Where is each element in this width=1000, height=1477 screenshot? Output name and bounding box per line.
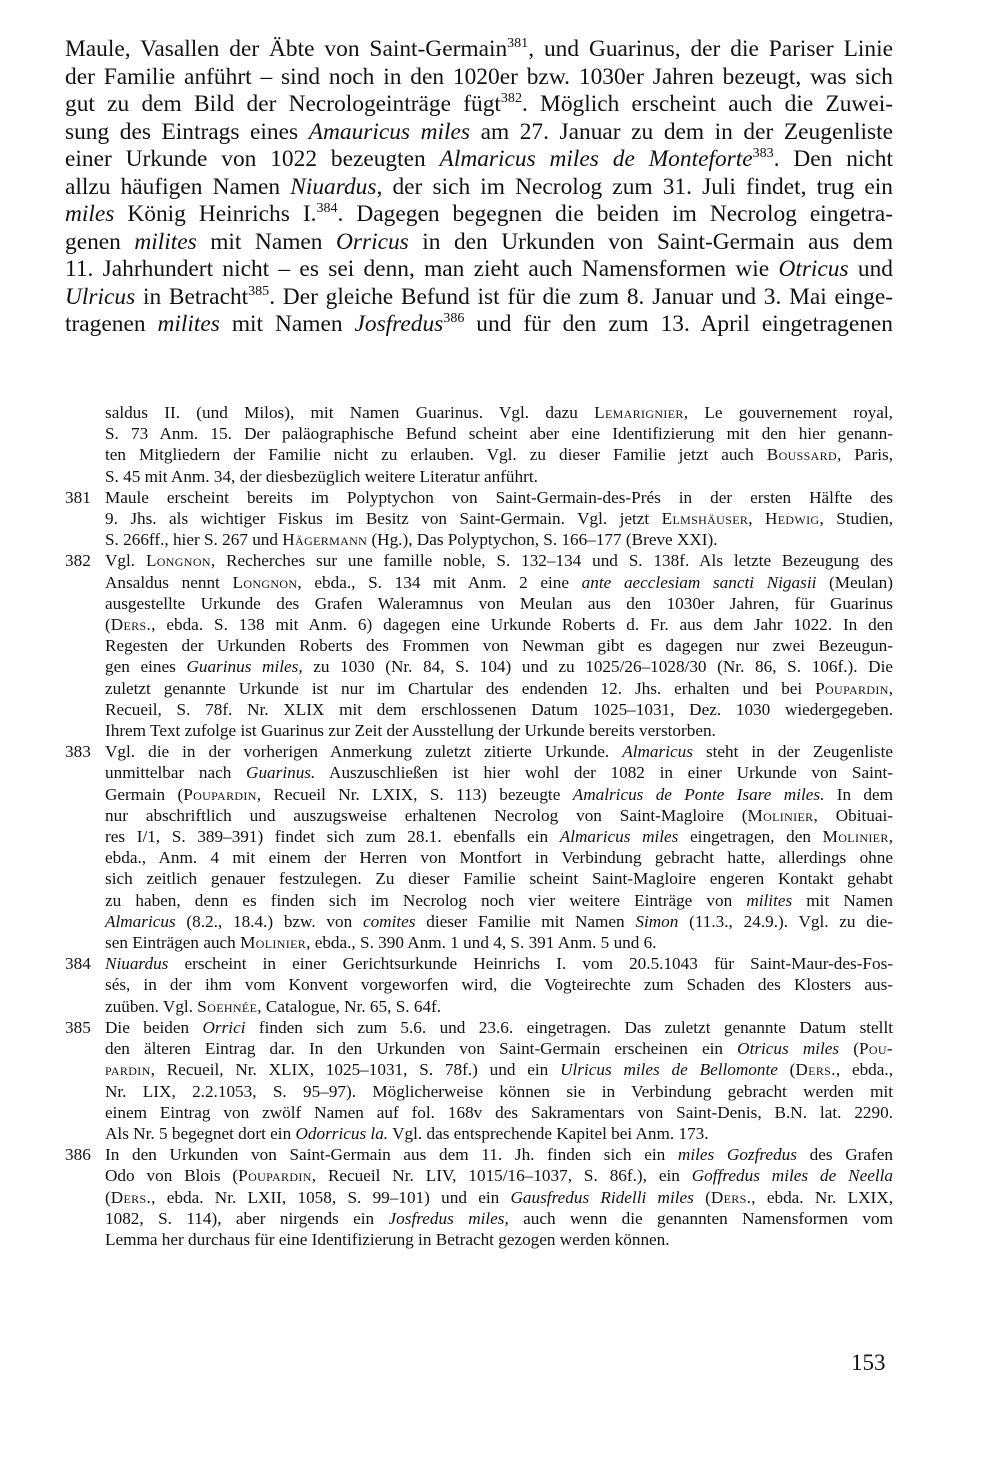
footnote-line: ebda., Anm. 4 mit einem der Herren von Montfort in Verbindung gebracht hatte, allerdings ohne [105,848,893,868]
footnote-line: (Ders., ebda. Nr. LXII, 1058, S. 99–101) und ein Gausfredus Ridelli miles (Ders., ebda. Nr. LXIX, [105,1187,893,1207]
footnote-line: In den Urkunden von Saint-Germain aus dem 11. Jh. finden sich ein miles Gozfredus des Grafen [105,1145,894,1165]
author-name: Ders. [795,1060,836,1080]
author-name: Pou- [858,1039,893,1059]
footnote-line: zuletzt genannte Urkunde ist nur im Chartular des endenden 12. Jhs. erhalten und bei Poupardin, [105,678,893,698]
footnote-line: Almaricus (8.2., 18.4.) bzw. von comites dieser Familie mit Namen Simon (11.3., 24.9.). Vgl. zu die- [105,911,893,931]
footnote [65,550,893,741]
italic-text: Ulricus miles de Bellomonte [560,1060,778,1080]
footnote-line: gen eines Guarinus miles, zu 1030 (Nr. 84, S. 104) und zu 1025/26–1028/30 (Nr. 86, S. 106f.). Die [105,657,893,677]
footnote-line: Regesten der Urkunden Roberts des Frommen von Newman gibt es dagegen nur zwei Bezeugun- [105,636,893,656]
footnote-line: S. 266ff., hier S. 267 und Hägermann (Hg.), Das Polyptychon, S. 166–177 (Breve XXI). [105,530,718,550]
footnote-line: Odo von Blois (Poupardin, Recueil Nr. LIV, 1015/16–1037, S. 86f.), ein Goffredus miles de Neella [105,1166,894,1186]
footnote-line: zuüben. Vgl. Soehnée, Catalogue, Nr. 65, S. 64f. [105,996,442,1016]
footnote-line: S. 45 mit Anm. 34, der diesbezüglich weitere Literatur anführt. [105,466,538,486]
italic-text: Odorricus la. [295,1123,389,1143]
italic-text: Guarinus miles, [186,657,303,677]
footnote-number: 384 [65,954,91,974]
italic-text: Almaricus [622,742,693,762]
footnote-line: einem Eintrag von zwölf Namen auf fol. 168v des Sakramentars von Saint-Denis, B.N. lat. 2290. [105,1102,893,1122]
text-line: Maule, Vasallen der Äbte von Saint-Germain$^{381}$, und Guarinus, der die Pariser Linie [65,35,893,62]
footnote-line: sich zeitlich genauer festzulegen. Zu dieser Familie scheint Saint-Magloire engeren Kontakt gehabt [105,869,893,889]
footnote-line: S. 73 Anm. 15. Der paläographische Befund scheint aber eine Identifizierung mit den hier genann- [105,424,893,444]
author-name: Molinier [240,933,307,953]
footnote-line: Lemma her durchaus für eine Identifizierung in Betracht gezogen werden können. [105,1229,670,1249]
footnote-line: Nr. LIX, 2.2.1053, S. 95–97). Möglicherweise können sie in Verbindung gebracht werden mit [105,1081,893,1101]
italic-text: Simon [635,911,679,931]
author-name: Ders. [110,1187,152,1207]
text-line: allzu häufigen Namen Niuardus, der sich im Necrolog zum 31. Juli findet, trug ein [65,173,893,200]
italic-text: Josfredus miles, [388,1208,509,1228]
italic-text: Amalricus de Ponte Isare miles. [572,784,825,804]
text-line: einer Urkunde von 1022 bezeugten Almaricus miles de Monteforte$^{383}$. Den nicht [65,145,893,172]
author-name: Poupardin [183,784,257,804]
footnote-line: 1082, S. 114), aber nirgends ein Josfredus miles, auch wenn die genannten Namensformen vom [105,1208,893,1228]
footnote-line: Vgl. die in der vorherigen Anmerkung zuletzt zitierte Urkunde. Almaricus steht in der Zeugenliste [105,742,893,762]
italic-text: miles [65,201,115,227]
footnote-line: zu haben, denn es finden sich im Necrolog noch vier weitere Einträge von milites mit Namen [105,890,893,910]
footnote [65,402,893,487]
footnote-reference: 386 [443,310,465,327]
italic-text: comites [362,911,416,931]
italic-text: Amauricus miles [308,118,470,145]
footnote [65,1017,893,1144]
footnote-reference: 385 [248,282,270,299]
footnote [65,487,893,551]
footnote-line: res I/1, S. 389–391) findet sich zum 28.1. ebenfalls ein Almaricus miles eingetragen, den Molinier, [105,827,893,847]
footnote-number: 385 [65,1017,91,1037]
italic-text: Almaricus miles [559,827,679,847]
italic-text: Otricus [778,256,849,282]
footnote-reference: 382 [500,90,522,107]
italic-text: milites [157,311,220,337]
footnote-reference: 384 [316,200,338,217]
footnote-line: Germain (Poupardin, Recueil Nr. LXIX, S. 113) bezeugte Amalricus de Ponte Isare miles. In dem [105,784,893,804]
footnote-reference: 381 [507,35,529,52]
page-number: 153 [851,1350,886,1375]
author-name: Ders. [710,1187,752,1207]
author-name: pardin [105,1060,151,1080]
footnote-line: Die beiden Orrici finden sich zum 5.6. und 23.6. eingetragen. Das zuletzt genannte Datum stellt [105,1017,893,1037]
footnote-line: saldus II. (und Milos), mit Namen Guarinus. Vgl. dazu Lemarignier, Le gouvernement royal, [105,403,893,422]
footnote-line: nur abschriftlich und auszugsweise erhaltenen Necrolog von Saint-Magloire (Molinier, Obituai- [105,805,893,825]
italic-text: Almaricus [105,911,176,931]
footnote-line: Ansaldus nennt Longnon, ebda., S. 134 mit Anm. 2 eine ante aecclesiam sancti Nigasii (Meulan) [105,572,893,592]
italic-text: Orricus [335,228,409,255]
author-name: Poupardin [815,678,889,698]
italic-text: Otricus miles [737,1039,840,1059]
italic-text: milites [134,228,197,255]
author-name: Hägermann [282,530,368,550]
footnote-line: Niuardus erscheint in einer Gerichtsurkunde Heinrichs I. vom 20.5.1043 für Saint-Maur-des-Fos- [105,954,893,974]
footnote-number: 382 [65,551,91,571]
footnote-number: 386 [65,1145,91,1165]
main-text [65,36,893,339]
text-line: der Familie anführt – sind noch in den 1020er bzw. 1030er Jahren bezeugt, was sich [65,63,893,90]
author-name: Soehnée [197,996,258,1016]
italic-text: miles Gozfredus [677,1145,797,1165]
text-line: genen milites mit Namen Orricus in den Urkunden von Saint-Germain aus dem [65,228,894,255]
author-name: Molinier [822,827,889,847]
author-name: Elmshäuser [661,509,749,529]
footnote-line: sés, in der ihm vom Konvent vorgeworfen wird, die Vogteirechte zum Schaden des Klosters aus- [105,975,893,995]
italic-text: Niuardus [105,954,169,974]
footnote-line: Ihrem Text zufolge ist Guarinus zur Zeit der Ausstellung der Urkunde bereits verstorben. [105,721,716,741]
footnotes [65,402,893,1250]
text-line: Ulricus in Betracht$^{385}$. Der gleiche Befund ist für die zum 8. Januar und 3. Mai einge- [65,282,893,310]
footnote-line: Maule erscheint bereits im Polyptychon von Saint-Germain-des-Prés in der ersten Hälfte des [105,487,893,507]
text-line: sung des Eintrags eines Amauricus miles am 27. Januar zu dem in der Zeugenliste [65,118,893,145]
text-line: 11. Jahrhundert nicht – es sei denn, man zieht auch Namensformen wie Otricus und [65,256,894,282]
footnote-line: (Ders., ebda. S. 138 mit Anm. 6) dagegen eine Urkunde Roberts d. Fr. aus dem Jahr 1022. In den [105,615,893,635]
footnote-line: sen Einträgen auch Molinier, ebda., S. 390 Anm. 1 und 4, S. 391 Anm. 5 und 6. [105,933,657,953]
footnote-reference: 383 [752,145,774,162]
author-name: Poupardin [238,1166,312,1186]
footnote-line: Recueil, S. 78f. Nr. XLIX mit dem erschlossenen Datum 1025–1031, Dez. 1030 wiedergegeben. [105,699,893,719]
footnote [65,1144,893,1250]
author-name: Longnon [232,572,298,592]
footnote [65,953,893,1017]
italic-text: milites [746,890,793,910]
italic-text: ante aecclesiam sancti Nigasii [581,572,817,592]
author-name: Boussard [766,445,837,465]
footnote [65,741,893,953]
footnote-line: 9. Jhs. als wichtiger Fiskus im Besitz von Saint-Germain. Vgl. jetzt Elmshäuser, Hedwig, Studien, [105,509,894,529]
author-name: Ders. [110,615,152,635]
footnote-line: pardin, Recueil, Nr. XLIX, 1025–1031, S. 78f.) und ein Ulricus miles de Bellomonte (Ders., ebda., [105,1060,893,1080]
text-line: gut zu dem Bild der Necrologeinträge fügt$^{382}$. Möglich erscheint auch die Zuwei- [65,90,893,117]
italic-text: Guarinus. [246,763,316,783]
italic-text: Almaricus miles de Monteforte [439,146,753,172]
italic-text: Josfredus [354,311,444,337]
footnote-number: 383 [65,742,91,762]
italic-text: Niuardus [290,173,377,200]
text-line: tragenen milites mit Namen Josfredus$^{386}$ und für den zum 13. April eingetragenen [65,310,893,337]
italic-text: Gausfredus Ridelli miles [510,1187,694,1207]
author-name: Longnon [145,551,211,571]
italic-text: Goffredus miles de Neella [691,1166,894,1186]
footnote-number: 381 [65,487,91,507]
footnote-line: ten Mitgliedern der Familie nicht zu erlauben. Vgl. zu dieser Familie jetzt auch Boussard, Paris, [105,445,894,465]
footnote-line: ausgestellte Urkunde des Grafen Waleramnus von Meulan aus den 1030er Jahren, für Guarinus [105,593,893,613]
italic-text: Orrici [202,1017,246,1037]
text-line: miles König Heinrichs I.$^{384}$. Dagegen begegnen die beiden im Necrolog eingetra- [65,200,893,227]
footnote-line: den älteren Eintrag dar. In den Urkunden von Saint-Germain erscheinen ein Otricus miles (Pou- [105,1039,893,1059]
author-name: Lemarignier [594,403,684,422]
footnote-line: Als Nr. 5 begegnet dort ein Odorricus la. Vgl. das entsprechende Kapitel bei Anm. 173. [105,1123,709,1143]
footnote-line: unmittelbar nach Guarinus. Auszuschließen ist hier wohl der 1082 in einer Urkunde von Saint- [105,763,893,783]
author-name: Hedwig [764,509,820,529]
author-name: Molinier [747,805,814,825]
footnote-line: Vgl. Longnon, Recherches sur une famille noble, S. 132–134 und S. 138f. Als letzte Bezeugung des [105,551,894,571]
italic-text: Ulricus [65,283,136,310]
